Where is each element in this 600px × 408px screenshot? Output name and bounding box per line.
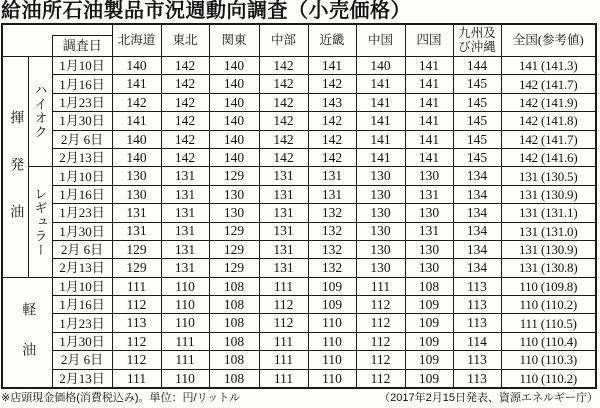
price-cell: 110: [308, 314, 356, 332]
price-cell: 108: [209, 296, 259, 314]
header-row: [2, 24, 596, 57]
price-cell: 109: [405, 351, 453, 369]
price-cell: 142: [161, 112, 209, 130]
price-cell: 142: [308, 112, 356, 130]
price-cell: 112: [356, 369, 405, 388]
price-cell: 111: [112, 277, 161, 295]
table-row: [2, 240, 596, 258]
table-row: [2, 204, 596, 222]
price-cell: 130: [405, 204, 453, 222]
price-cell: 131: [161, 222, 209, 240]
survey-date-cell: 2月13日: [52, 259, 112, 277]
price-cell: 109: [405, 296, 453, 314]
table-row: [2, 369, 596, 388]
price-cell: 141: [356, 75, 405, 93]
survey-date-cell: 2月 6日: [52, 130, 112, 148]
price-cell: 130: [112, 167, 161, 185]
price-cell: 141: [112, 112, 161, 130]
price-cell: 142: [112, 93, 161, 111]
price-cell: 130: [356, 204, 405, 222]
national-price-cell: 110 (110.3): [501, 351, 596, 369]
region-column-header: 四国: [405, 24, 453, 57]
subcategory-label: レギュラー: [28, 167, 52, 277]
national-price-cell: 131 (130.5): [501, 167, 596, 185]
price-cell: 131: [308, 185, 356, 203]
price-cell: 140: [209, 130, 259, 148]
price-cell: 113: [112, 314, 161, 332]
price-cell: 132: [308, 204, 356, 222]
price-cell: 113: [453, 277, 501, 295]
national-price-cell: 131 (130.8): [501, 259, 596, 277]
price-cell: 111: [259, 332, 308, 350]
price-cell: 145: [453, 130, 501, 148]
price-cell: 142: [161, 75, 209, 93]
national-price-cell: 110 (110.2): [501, 369, 596, 388]
price-cell: 131: [259, 240, 308, 258]
price-cell: 130: [112, 185, 161, 203]
price-cell: 112: [356, 296, 405, 314]
price-cell: 140: [112, 148, 161, 166]
price-cell: 130: [356, 185, 405, 203]
price-cell: 130: [405, 240, 453, 258]
price-cell: 140: [209, 148, 259, 166]
price-cell: 141: [356, 112, 405, 130]
survey-date-cell: 2月13日: [52, 369, 112, 388]
price-cell: 113: [453, 351, 501, 369]
region-column-header: 中部: [259, 24, 308, 57]
price-cell: 130: [356, 240, 405, 258]
table-row: [2, 167, 596, 185]
national-price-cell: 142 (141.7): [501, 75, 596, 93]
price-cell: 130: [356, 259, 405, 277]
price-cell: 141: [405, 130, 453, 148]
price-cell: 108: [209, 332, 259, 350]
price-cell: 111: [259, 351, 308, 369]
national-price-cell: 142 (141.6): [501, 148, 596, 166]
survey-date-header-box: 調査日: [52, 35, 112, 56]
price-cell: 131: [259, 204, 308, 222]
national-price-cell: 131 (130.9): [501, 185, 596, 203]
price-cell: 131: [259, 185, 308, 203]
table-row: [2, 93, 596, 111]
price-cell: 134: [453, 204, 501, 222]
table-row: [2, 259, 596, 277]
price-cell: 131: [259, 259, 308, 277]
price-cell: 131: [259, 222, 308, 240]
survey-date-cell: 1月10日: [52, 57, 112, 75]
price-cell: 131: [112, 222, 161, 240]
price-cell: 112: [112, 332, 161, 350]
price-cell: 142: [259, 130, 308, 148]
price-cell: 142: [308, 148, 356, 166]
survey-date-column-header: [52, 24, 112, 57]
table-row: [2, 185, 596, 203]
survey-date-cell: 1月30日: [52, 112, 112, 130]
price-cell: 110: [308, 369, 356, 388]
price-cell: 145: [453, 112, 501, 130]
price-cell: 129: [209, 259, 259, 277]
price-cell: 110: [308, 351, 356, 369]
national-price-cell: 111 (110.5): [501, 314, 596, 332]
table-row: [2, 112, 596, 130]
price-cell: 114: [453, 332, 501, 350]
survey-date-cell: 1月23日: [52, 93, 112, 111]
price-cell: 112: [356, 314, 405, 332]
price-cell: 111: [112, 369, 161, 388]
footnote-bar: [0, 389, 600, 405]
survey-date-cell: 1月30日: [52, 332, 112, 350]
price-cell: 108: [209, 314, 259, 332]
footnote-right: （2017年2月15日発表、資源エネルギー庁）: [379, 392, 598, 405]
price-cell: 111: [161, 332, 209, 350]
national-price-cell: 110 (109.8): [501, 277, 596, 295]
price-cell: 111: [161, 351, 209, 369]
price-cell: 132: [308, 240, 356, 258]
price-cell: 143: [308, 93, 356, 111]
price-cell: 142: [161, 93, 209, 111]
price-cell: 110: [308, 332, 356, 350]
survey-date-cell: 1月30日: [52, 222, 112, 240]
price-cell: 144: [453, 57, 501, 75]
price-cell: 140: [209, 93, 259, 111]
table-row: [2, 222, 596, 240]
region-column-header: 東北: [161, 24, 209, 57]
price-cell: 142: [161, 130, 209, 148]
region-column-header: 中国: [356, 24, 405, 57]
price-cell: 141: [356, 148, 405, 166]
price-cell: 112: [356, 351, 405, 369]
price-cell: 111: [259, 277, 308, 295]
price-cell: 131: [161, 259, 209, 277]
price-cell: 142: [161, 148, 209, 166]
table-row: [2, 332, 596, 350]
price-cell: 112: [259, 296, 308, 314]
footnote-left: ※店頭現金価格(消費税込み)。単位：円/リットル: [1, 392, 241, 405]
price-cell: 142: [259, 148, 308, 166]
price-cell: 134: [453, 167, 501, 185]
survey-date-cell: 2月 6日: [52, 240, 112, 258]
price-cell: 131: [161, 185, 209, 203]
category-label-diesel: 軽油: [2, 277, 52, 388]
price-cell: 140: [112, 130, 161, 148]
price-cell: 132: [308, 259, 356, 277]
price-cell: 108: [209, 369, 259, 388]
price-cell: 111: [356, 277, 405, 295]
table-row: [2, 277, 596, 295]
price-cell: 109: [308, 277, 356, 295]
price-cell: 142: [161, 57, 209, 75]
price-cell: 131: [161, 204, 209, 222]
price-cell: 140: [356, 57, 405, 75]
price-cell: 129: [209, 167, 259, 185]
national-price-cell: 131 (131.1): [501, 204, 596, 222]
price-cell: 142: [259, 75, 308, 93]
price-cell: 141: [405, 75, 453, 93]
survey-date-cell: 1月16日: [52, 185, 112, 203]
national-price-cell: 142 (141.8): [501, 112, 596, 130]
price-cell: 141: [112, 75, 161, 93]
table-row: [2, 57, 596, 75]
price-cell: 134: [453, 222, 501, 240]
price-cell: 113: [453, 314, 501, 332]
price-cell: 129: [112, 259, 161, 277]
price-cell: 141: [405, 93, 453, 111]
price-cell: 130: [405, 259, 453, 277]
price-cell: 129: [112, 240, 161, 258]
national-price-cell: 142 (141.9): [501, 93, 596, 111]
price-cell: 110: [161, 296, 209, 314]
price-cell: 130: [356, 222, 405, 240]
price-cell: 142: [259, 57, 308, 75]
price-cell: 111: [259, 369, 308, 388]
price-cell: 130: [356, 167, 405, 185]
price-cell: 140: [209, 112, 259, 130]
price-cell: 145: [453, 93, 501, 111]
price-cell: 113: [453, 369, 501, 388]
price-table: [1, 23, 597, 389]
region-column-header: 近畿: [308, 24, 356, 57]
price-cell: 108: [209, 277, 259, 295]
survey-date-cell: 1月16日: [52, 75, 112, 93]
price-cell: 141: [356, 93, 405, 111]
price-cell: 109: [405, 314, 453, 332]
price-cell: 142: [259, 112, 308, 130]
price-cell: 131: [308, 167, 356, 185]
price-cell: 131: [161, 167, 209, 185]
region-column-header: 九州及び沖縄: [453, 24, 501, 57]
price-cell: 142: [259, 93, 308, 111]
price-cell: 140: [209, 75, 259, 93]
national-price-cell: 110 (110.2): [501, 296, 596, 314]
price-cell: 108: [209, 351, 259, 369]
price-cell: 145: [453, 75, 501, 93]
price-cell: 141: [405, 57, 453, 75]
survey-date-cell: 1月16日: [52, 296, 112, 314]
national-price-cell: 141 (141.3): [501, 57, 596, 75]
price-cell: 141: [356, 130, 405, 148]
page-title: 給油所石油製品市況週動向調査（小売価格）: [1, 0, 411, 22]
header-empty-cell: [2, 24, 52, 57]
region-column-header: 北海道: [112, 24, 161, 57]
price-cell: 145: [453, 148, 501, 166]
price-cell: 141: [405, 148, 453, 166]
price-cell: 130: [209, 185, 259, 203]
survey-date-cell: 1月23日: [52, 314, 112, 332]
price-cell: 112: [112, 351, 161, 369]
price-cell: 108: [405, 277, 453, 295]
price-cell: 110: [161, 314, 209, 332]
price-cell: 109: [405, 369, 453, 388]
table-row: [2, 130, 596, 148]
price-cell: 112: [259, 314, 308, 332]
price-cell: 131: [405, 222, 453, 240]
national-price-cell: 131 (130.9): [501, 240, 596, 258]
price-cell: 131: [259, 167, 308, 185]
price-cell: 140: [112, 57, 161, 75]
price-cell: 141: [405, 112, 453, 130]
survey-date-cell: 1月23日: [52, 204, 112, 222]
national-price-cell: 131 (131.0): [501, 222, 596, 240]
table-row: [2, 351, 596, 369]
table-row: [2, 296, 596, 314]
price-cell: 134: [453, 259, 501, 277]
national-column-header: 全国(参考値): [501, 24, 596, 57]
price-cell: 112: [112, 296, 161, 314]
price-cell: 142: [308, 130, 356, 148]
price-cell: 134: [453, 240, 501, 258]
price-cell: 113: [453, 296, 501, 314]
price-cell: 142: [308, 75, 356, 93]
table-row: [2, 148, 596, 166]
price-cell: 110: [161, 277, 209, 295]
table-row: [2, 75, 596, 93]
price-cell: 132: [308, 222, 356, 240]
national-price-cell: 110 (110.4): [501, 332, 596, 350]
price-cell: 112: [356, 332, 405, 350]
price-cell: 129: [209, 222, 259, 240]
survey-date-cell: 1月10日: [52, 277, 112, 295]
price-cell: 131: [405, 185, 453, 203]
price-cell: 141: [308, 57, 356, 75]
price-cell: 130: [209, 204, 259, 222]
survey-date-cell: 2月 6日: [52, 351, 112, 369]
price-cell: 134: [453, 185, 501, 203]
price-cell: 110: [161, 369, 209, 388]
price-cell: 140: [209, 57, 259, 75]
subcategory-label: ハイオク: [28, 57, 52, 167]
region-column-header: 関東: [209, 24, 259, 57]
price-cell: 131: [161, 240, 209, 258]
survey-date-cell: 1月10日: [52, 167, 112, 185]
price-cell: 129: [209, 240, 259, 258]
price-cell: 131: [112, 204, 161, 222]
national-price-cell: 142 (141.7): [501, 130, 596, 148]
price-cell: 130: [405, 167, 453, 185]
table-row: [2, 314, 596, 332]
category-label-gasoline: 揮発油: [2, 57, 28, 278]
price-cell: 109: [405, 332, 453, 350]
price-cell: 109: [308, 296, 356, 314]
survey-date-cell: 2月13日: [52, 148, 112, 166]
